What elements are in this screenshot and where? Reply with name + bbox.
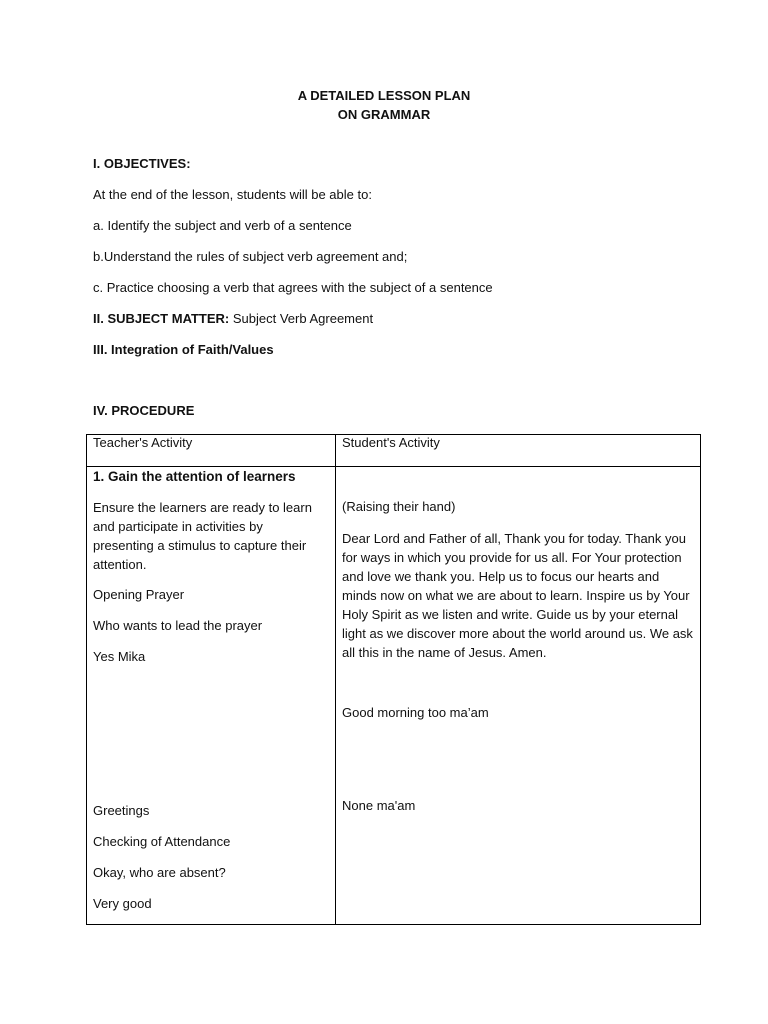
- table-header-row: [87, 435, 701, 467]
- procedure-heading: IV. PROCEDURE: [93, 403, 195, 418]
- student-activity-cell: [336, 467, 701, 925]
- subject-matter-label: II. SUBJECT MATTER:: [93, 311, 230, 326]
- objective-item-c: c. Practice choosing a verb that agrees with the subject of a sentence: [93, 280, 493, 295]
- step-title: 1. Gain the attention of learners: [93, 469, 296, 484]
- objectives-heading: I. OBJECTIVES:: [93, 156, 191, 171]
- who-absent: Okay, who are absent?: [93, 865, 226, 880]
- objectives-intro: At the end of the lesson, students will be able to:: [93, 187, 372, 202]
- objective-item-b: b.Understand the rules of subject verb agreement and;: [93, 249, 408, 264]
- column-header-student: Student's Activity: [336, 435, 701, 467]
- subject-matter: [93, 311, 373, 326]
- procedure-table: [86, 434, 701, 925]
- teacher-activity-cell: [87, 467, 336, 925]
- document-subtitle: ON GRAMMAR: [337, 107, 431, 122]
- document-title: A DETAILED LESSON PLAN: [297, 88, 471, 103]
- student-prayer: Dear Lord and Father of all, Thank you for today. Thank you for ways in which you provide for us all. For Your protection and love we thank you. Help us to focus our hearts and minds now on what we are about to learn. Inspire us by Your Holy Spirit as we listen and write. Guide us by your eternal light as we discover more about the world around us. We ask all this in the name of Jesus. Amen.: [342, 531, 693, 660]
- subject-matter-value: Subject Verb Agreement: [229, 311, 374, 326]
- opening-prayer: Opening Prayer: [93, 587, 185, 602]
- yes-mika: Yes Mika: [93, 649, 146, 664]
- raising-hand: (Raising their hand): [342, 499, 456, 514]
- objective-item-a: a. Identify the subject and verb of a sentence: [93, 218, 352, 233]
- who-leads-prayer: Who wants to lead the prayer: [93, 618, 263, 633]
- greetings: Greetings: [93, 803, 150, 818]
- integration-heading: III. Integration of Faith/Values: [93, 342, 274, 357]
- teacher-instruction: Ensure the learners are ready to learn and participate in activities by presenting a stimulus to capture their attention.: [93, 500, 312, 572]
- table-row: [87, 467, 701, 925]
- checking-attendance: Checking of Attendance: [93, 834, 231, 849]
- none-absent-reply: None ma'am: [342, 798, 416, 813]
- good-morning-reply: Good morning too ma’am: [342, 705, 489, 720]
- column-header-teacher: Teacher's Activity: [87, 435, 336, 467]
- very-good: Very good: [93, 896, 152, 911]
